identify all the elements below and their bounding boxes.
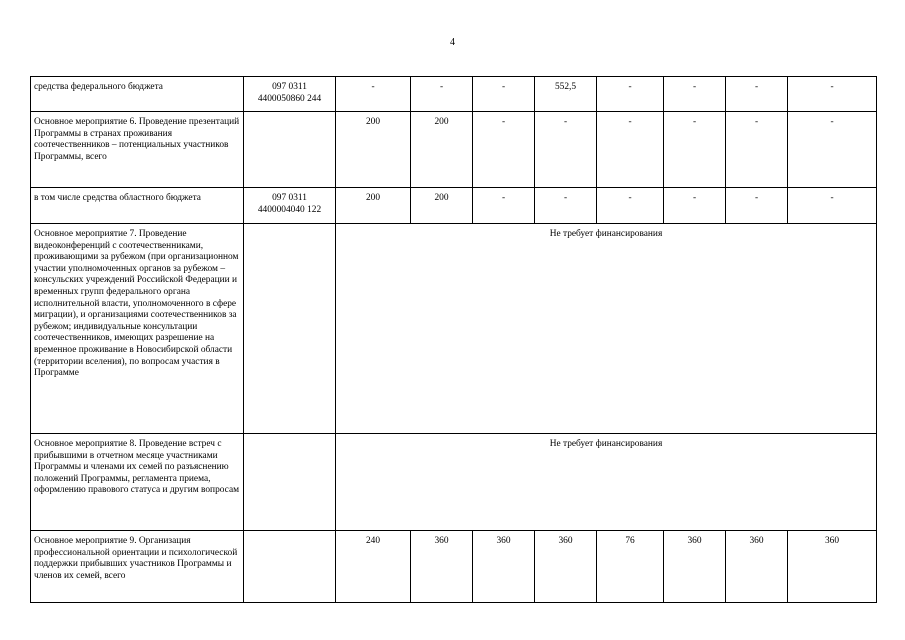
- table-row: [31, 188, 877, 224]
- value-cell: -: [473, 112, 535, 188]
- budget-code-cell: [244, 112, 336, 188]
- value-cell: -: [788, 77, 877, 112]
- value-cell: -: [726, 77, 788, 112]
- table-row: [31, 434, 877, 531]
- budget-code-cell: [244, 434, 336, 531]
- value-cell: -: [664, 112, 726, 188]
- value-cell: -: [664, 77, 726, 112]
- value-cell: 200: [336, 112, 411, 188]
- value-cell: 360: [788, 531, 877, 603]
- value-cell: -: [597, 77, 664, 112]
- value-cell: 200: [411, 188, 473, 224]
- value-cell: 240: [336, 531, 411, 603]
- budget-code-line: 4400050860 244: [257, 93, 322, 104]
- value-cell: 360: [664, 531, 726, 603]
- value-cell: -: [411, 77, 473, 112]
- value-cell: -: [535, 188, 597, 224]
- no-funding-note: Не требует финансирования: [336, 434, 877, 531]
- row-name-cell: Основное мероприятие 6. Проведение презентаций Программы в странах проживания соотечественников – потенциальных участников Программы, всего: [31, 112, 244, 188]
- budget-code-line: 097 0311: [272, 193, 307, 203]
- budget-code-cell: [244, 77, 336, 112]
- row-name-cell: Основное мероприятие 9. Организация профессиональной ориентации и психологической поддержки прибывших участников Программы и членов их семей, всего: [31, 531, 244, 603]
- row-name-cell: в том числе средства областного бюджета: [31, 188, 244, 224]
- table-row: [31, 531, 877, 603]
- budget-code-cell: [244, 531, 336, 603]
- value-cell: 76: [597, 531, 664, 603]
- value-cell: -: [597, 188, 664, 224]
- budget-code-cell: [244, 188, 336, 224]
- value-cell: -: [473, 77, 535, 112]
- page-number: 4: [450, 37, 455, 48]
- row-name-cell: средства федерального бюджета: [31, 77, 244, 112]
- table-row: [31, 77, 877, 112]
- value-cell: -: [535, 112, 597, 188]
- table-row: [31, 224, 877, 434]
- value-cell: -: [788, 112, 877, 188]
- value-cell: 200: [411, 112, 473, 188]
- value-cell: -: [664, 188, 726, 224]
- table-row: [31, 112, 877, 188]
- value-cell: -: [473, 188, 535, 224]
- value-cell: 360: [411, 531, 473, 603]
- value-cell: -: [726, 188, 788, 224]
- row-name-cell: Основное мероприятие 7. Проведение видеоконференций с соотечественниками, проживающими за рубежом (при организационном участии уполномоченных органов за рубежом – консульских учреждений Российской Федерации и временных групп федерального органа исполнительной власти, уполномоченного в сфере миграции), и организациями соотечественников за рубежом; индивидуальные консультации соотечественников, имеющих разрешение на временное проживание в Новосибирской области (территории вселения), по вопросам участия в Программе: [31, 224, 244, 434]
- budget-code-line: 4400004040 122: [257, 204, 322, 215]
- value-cell: 200: [336, 188, 411, 224]
- value-cell: 360: [726, 531, 788, 603]
- value-cell: -: [788, 188, 877, 224]
- value-cell: -: [726, 112, 788, 188]
- row-name-cell: Основное мероприятие 8. Проведение встреч с прибывшими в отчетном месяце участниками Программы и членами их семей по разъяснению положений Программы, регламента приема, оформлению правового статуса и другим вопросам: [31, 434, 244, 531]
- no-funding-note: Не требует финансирования: [336, 224, 877, 434]
- budget-code-line: 097 0311: [272, 82, 307, 92]
- value-cell: 552,5: [535, 77, 597, 112]
- value-cell: 360: [473, 531, 535, 603]
- budget-table: [30, 76, 877, 603]
- budget-code-cell: [244, 224, 336, 434]
- value-cell: -: [597, 112, 664, 188]
- value-cell: 360: [535, 531, 597, 603]
- value-cell: -: [336, 77, 411, 112]
